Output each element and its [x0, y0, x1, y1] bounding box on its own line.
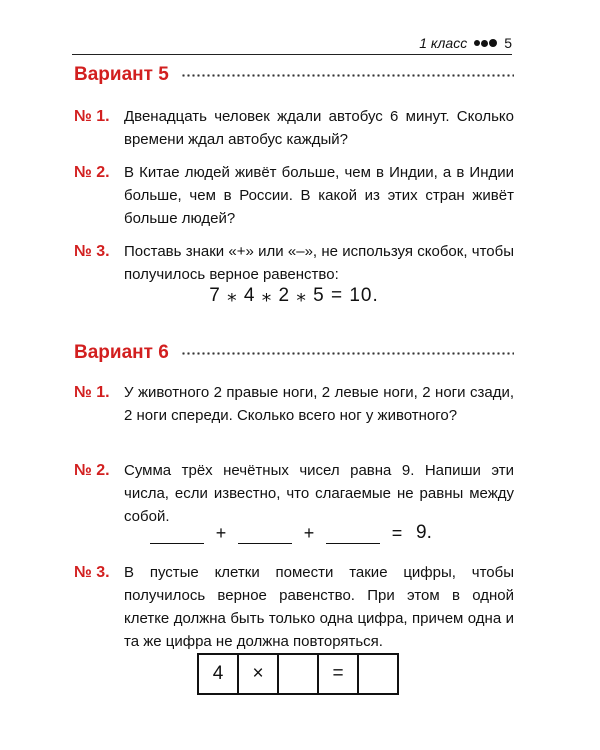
problem-number: № 2.: [74, 462, 110, 479]
dotted-leader: [181, 74, 514, 77]
grid-cell-empty[interactable]: [279, 655, 319, 693]
problem-text: В Китае людей живёт больше, чем в Индии, а в Индии больше, чем в России. В какой из этих стран живёт больше людей?: [124, 164, 514, 227]
page-header: [72, 32, 512, 55]
plus-sign: +: [303, 523, 315, 543]
problem-5-1: [74, 105, 514, 151]
problem-text: Двенадцать человек ждали автобус 6 минут. Сколько времени ждал автобус каждый?: [124, 108, 514, 148]
grid-cell: 4: [199, 655, 239, 693]
answer-blank[interactable]: [150, 523, 204, 544]
sum-result: 9.: [416, 522, 432, 543]
answer-blanks: [150, 522, 432, 544]
problem-number: № 2.: [74, 164, 110, 181]
problem-5-3: [74, 240, 514, 286]
page-number: 5: [504, 35, 512, 51]
grid-cell: ×: [239, 655, 279, 693]
problem-number: № 1.: [74, 384, 110, 401]
problem-number: № 1.: [74, 108, 110, 125]
answer-blank[interactable]: [238, 523, 292, 544]
problem-text: Сумма трёх нечётных чисел равна 9. Напиши эти числа, если известно, что слагаемые не равны между собой.: [124, 462, 514, 525]
problem-number: № 3.: [74, 243, 110, 260]
answer-blank[interactable]: [326, 523, 380, 544]
problem-text: Поставь знаки «+» или «–», не используя скобок, чтобы получилось верное равенство:: [124, 243, 514, 283]
grade-label: 1 класс: [419, 35, 468, 51]
grid-cell: =: [319, 655, 359, 693]
variant-title: Вариант 5: [74, 64, 169, 85]
problem-5-2: [74, 161, 514, 230]
problem-text: У животного 2 правые ноги, 2 левые ноги, 2 ноги сзади, 2 ноги спереди. Сколько всего ног у животного?: [124, 384, 514, 424]
variant-5-heading: [74, 64, 514, 86]
equation-expression: 7 ⁎ 4 ⁎ 2 ⁎ 5 = 10.: [209, 285, 379, 306]
problem-6-2: [74, 459, 514, 528]
digit-cell-grid: [197, 653, 399, 695]
problem-6-1: [74, 381, 514, 427]
triple-dot-icon: [474, 39, 497, 47]
plus-sign: +: [215, 523, 227, 543]
problem-6-3: [74, 561, 514, 653]
grid-cell-empty[interactable]: [359, 655, 397, 693]
problem-number: № 3.: [74, 564, 110, 581]
variant-6-heading: [74, 342, 514, 364]
problem-text: В пустые клетки помести такие цифры, чтобы получилось верное равенство. При этом в одной клетке должна быть только одна цифра, причем одна и та же цифра не должна повторяться.: [124, 564, 514, 650]
variant-title: Вариант 6: [74, 342, 169, 363]
equals-sign: =: [391, 523, 403, 543]
dotted-leader: [181, 352, 514, 355]
